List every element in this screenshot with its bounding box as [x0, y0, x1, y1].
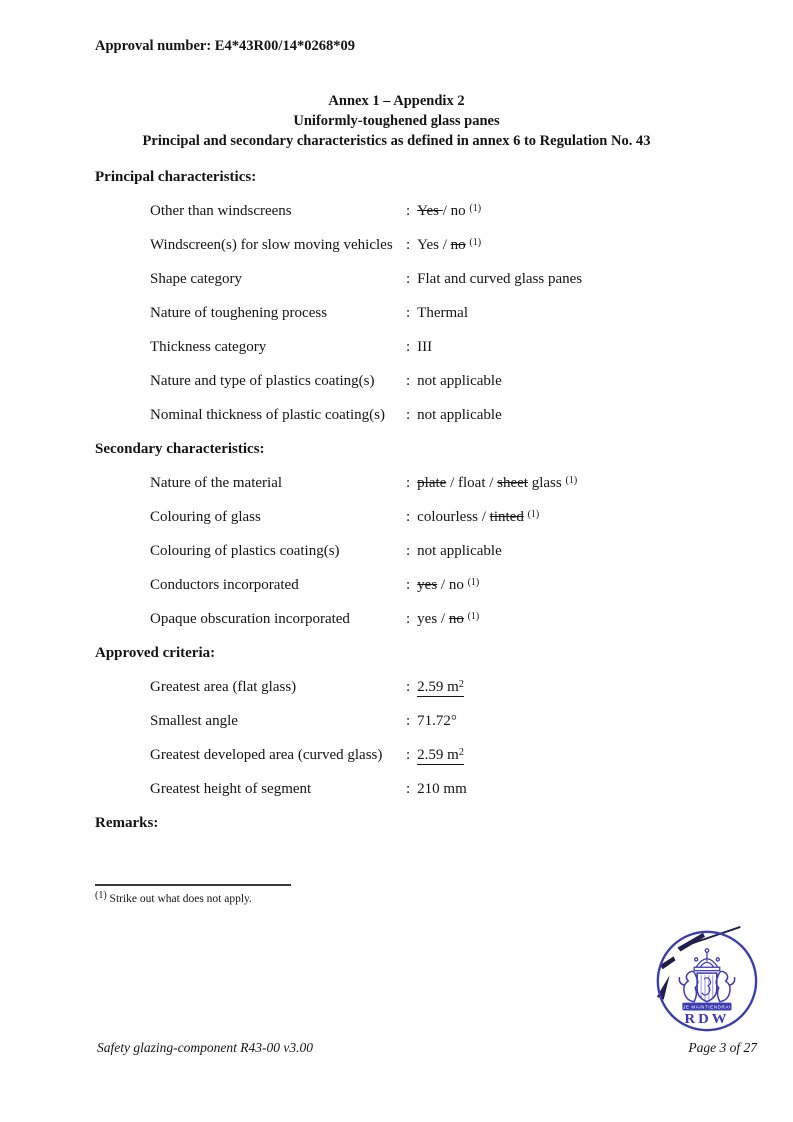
footnote-reference: (1): [467, 577, 480, 588]
row-value: [406, 610, 720, 628]
row-label: Greatest developed area (curved glass): [150, 747, 383, 763]
characteristics-sections: [95, 168, 720, 848]
characteristic-row: [150, 474, 720, 492]
underlined-value: [417, 679, 464, 697]
row-separator: :: [406, 203, 411, 219]
row-separator: :: [406, 781, 411, 797]
value-text: not applicable: [417, 373, 502, 389]
footnote-marker: (1): [95, 890, 107, 901]
footnote-reference: (1): [565, 475, 578, 486]
page-footer: [97, 1040, 757, 1056]
row-label: Nature and type of plastics coating(s): [150, 373, 375, 389]
title-line-2: Uniformly-toughened glass panes: [293, 113, 500, 129]
row-label: Smallest angle: [150, 713, 238, 729]
approval-number: Approval number: E4*43R00/14*0268*09: [95, 38, 355, 54]
row-label: Greatest height of segment: [150, 781, 312, 797]
value-text: Thermal: [417, 305, 468, 321]
struck-value-text: no: [450, 237, 466, 253]
footnote-reference: (1): [469, 237, 482, 248]
row-label: Other than windscreens: [150, 203, 292, 219]
rdw-stamp: [648, 924, 762, 1038]
footer-document-version: Safety glazing-component R43-00 v3.00: [97, 1040, 313, 1055]
row-separator: :: [406, 373, 411, 389]
characteristic-row: [150, 406, 720, 424]
row-separator: :: [406, 611, 411, 627]
row-separator: :: [406, 271, 411, 287]
characteristic-row: [150, 270, 720, 288]
characteristic-row: [150, 236, 720, 254]
row-value: [406, 338, 720, 356]
row-separator: :: [406, 475, 411, 491]
value-text: 2.59 m: [417, 679, 459, 695]
title-line-1: Annex 1 – Appendix 2: [328, 93, 465, 109]
characteristic-row: [150, 508, 720, 526]
row-value: [406, 236, 720, 254]
row-value: [406, 746, 720, 764]
value-text: III: [417, 339, 433, 355]
row-separator: :: [406, 679, 411, 695]
row-separator: :: [406, 577, 411, 593]
value-text: 210 mm: [417, 781, 467, 797]
value-text: colourless /: [417, 509, 490, 525]
stamp-org-label: RDW: [684, 1011, 730, 1028]
value-text: Flat and curved glass panes: [417, 271, 583, 287]
footnote-reference: (1): [467, 611, 480, 622]
row-label: Nature of toughening process: [150, 305, 328, 321]
section-header: Secondary characteristics:: [95, 441, 265, 457]
row-value: [406, 372, 720, 390]
characteristic-row: [150, 712, 720, 730]
value-text: Yes /: [417, 237, 451, 253]
row-separator: :: [406, 339, 411, 355]
row-value: [406, 678, 720, 696]
section-header: Approved criteria:: [95, 645, 216, 661]
row-separator: :: [406, 747, 411, 763]
row-label: Shape category: [150, 271, 243, 287]
rdw-stamp-graphic: [648, 924, 762, 1038]
struck-value-text: sheet: [497, 475, 528, 491]
characteristic-row: [150, 542, 720, 560]
row-separator: :: [406, 407, 411, 423]
lion-left-icon: [679, 971, 697, 1001]
row-value: [406, 304, 720, 322]
characteristic-row: [150, 610, 720, 628]
row-label: Opaque obscuration incorporated: [150, 611, 350, 627]
underlined-value: [417, 747, 464, 765]
footnote-separator-rule: [95, 884, 291, 886]
characteristic-row: [150, 576, 720, 594]
characteristic-row: [150, 202, 720, 220]
footnote-reference: 2: [458, 679, 464, 690]
value-text: yes /: [417, 611, 449, 627]
footnote-reference: (1): [527, 509, 540, 520]
row-value: [406, 576, 720, 594]
row-label: Colouring of glass: [150, 509, 261, 525]
title-line-3: Principal and secondary characteristics as defined in annex 6 to Regulation No. 43: [142, 133, 651, 149]
row-separator: :: [406, 509, 411, 525]
characteristic-row: [150, 372, 720, 390]
value-text: not applicable: [417, 407, 502, 423]
characteristic-row: [150, 678, 720, 696]
row-separator: :: [406, 305, 411, 321]
struck-value-text: plate: [417, 475, 447, 491]
value-text: not applicable: [417, 543, 502, 559]
struck-value-text: yes: [417, 577, 438, 593]
characteristic-row: [150, 746, 720, 764]
row-label: Colouring of plastics coating(s): [150, 543, 340, 559]
struck-value-text: no: [448, 611, 464, 627]
stamp-motto: JE MAINTIENDRAI: [683, 1004, 731, 1010]
row-value: [406, 406, 720, 424]
row-label: Windscreen(s) for slow moving vehicles: [150, 237, 393, 253]
row-value: [406, 712, 720, 730]
crown-icon: [694, 949, 720, 971]
row-value: [406, 780, 720, 798]
row-label: Nature of the material: [150, 475, 283, 491]
row-value: [406, 542, 720, 560]
value-text: / float /: [446, 475, 498, 491]
footnote-reference: 2: [458, 747, 464, 758]
footnote-reference: (1): [469, 203, 482, 214]
characteristic-row: [150, 780, 720, 798]
section-header: Remarks:: [95, 815, 159, 831]
value-text: / no: [437, 577, 468, 593]
value-text: 2.59 m: [417, 747, 459, 763]
characteristic-row: [150, 338, 720, 356]
document-title: [0, 91, 793, 151]
struck-value-text: Yes: [417, 203, 443, 219]
row-value: [406, 202, 720, 220]
footer-page-number: Page 3 of 27: [688, 1040, 757, 1055]
value-text: 71.72°: [417, 713, 457, 729]
footnote-text-line: [95, 890, 415, 905]
footnote-text: Strike out what does not apply.: [106, 893, 252, 905]
footnote: [95, 884, 415, 905]
row-label: Conductors incorporated: [150, 577, 299, 593]
shield-icon: [697, 973, 717, 1002]
row-value: [406, 474, 720, 492]
row-label: Thickness category: [150, 339, 267, 355]
row-value: [406, 508, 720, 526]
value-text: glass: [527, 475, 566, 491]
section-header: Principal characteristics:: [95, 169, 257, 185]
pen-stroke-line: [685, 927, 740, 946]
struck-value-text: tinted: [489, 509, 524, 525]
row-label: Nominal thickness of plastic coating(s): [150, 407, 385, 423]
characteristic-row: [150, 304, 720, 322]
row-separator: :: [406, 713, 411, 729]
row-label: Greatest area (flat glass): [150, 679, 297, 695]
row-separator: :: [406, 237, 411, 253]
coat-of-arms: [679, 949, 734, 1002]
value-text: / no: [442, 203, 470, 219]
row-value: [406, 270, 720, 288]
row-separator: :: [406, 543, 411, 559]
lion-right-icon: [716, 971, 734, 1001]
